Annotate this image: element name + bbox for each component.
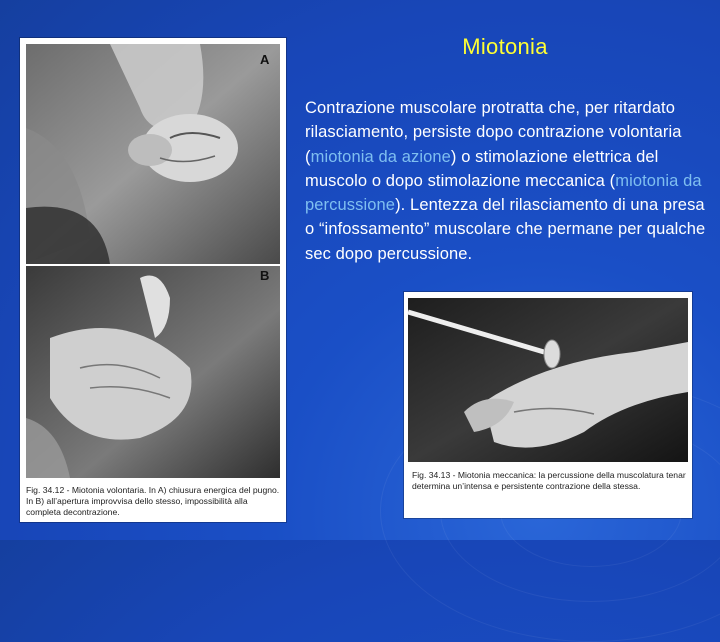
hand-photos [20,38,286,522]
label-b: B [260,268,270,283]
figure-caption-34-13: Fig. 34.13 - Miotonia meccanica: la percussione della muscolatura tenar determina un’intensa e persistente contrazione della stessa. [412,470,686,491]
body-text-part: Contrazione muscolare protratta che, per ritardato rilasciamento, persiste dopo contrazione volontaria ( [305,99,682,166]
figure-34-13 [404,292,692,518]
reflex-hammer-head [544,340,560,368]
figure-34-12 [20,38,286,522]
highlight-miotonia-da-azione: miotonia da azione [310,147,451,166]
slide-title: Miotonia [462,34,548,59]
figure-caption-34-12: Fig. 34.12 - Miotonia volontaria. In A) chiusura energica del pugno. In B) all’apertura improvvisa dello stesso, impossibilità alla completa decontrazione. [26,485,280,517]
slide-body-text [305,96,713,266]
body-text-part: ) o stimolazione elettrica del muscolo o dopo stimolazione meccanica ( [305,147,659,190]
body-text-part: ). Lentezza del rilasciamento di una presa o “infossamento” muscolare che permane per qualche sec dopo percussione. [305,196,706,263]
label-a: A [260,52,270,67]
highlight-miotonia-da-percussione: miotonia da percussione [305,171,702,215]
